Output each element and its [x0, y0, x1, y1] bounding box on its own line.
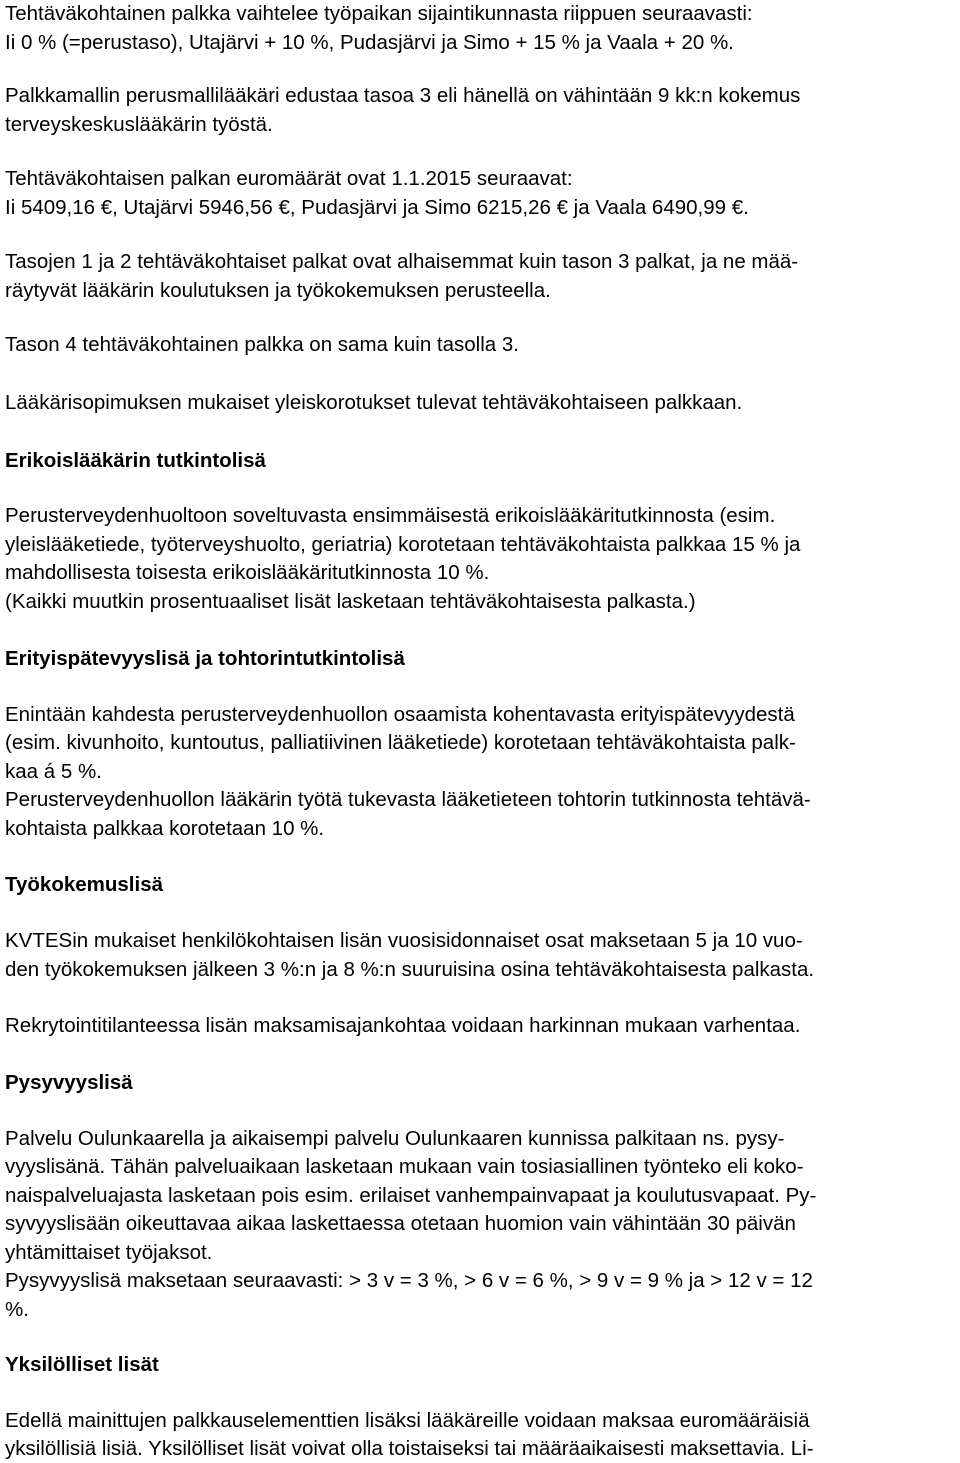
- section-heading: Yksilölliset lisät: [5, 1353, 159, 1376]
- text-line: mahdollisesta toisesta erikoislääkäritutkinnosta 10 %.: [5, 561, 490, 584]
- text-line: räytyvät lääkärin koulutuksen ja työkokemuksen perusteella.: [5, 279, 551, 302]
- text-line: vyyslisänä. Tähän palveluaikaan lasketaan mukaan vain tosiasiallinen työnteko eli koko-: [5, 1155, 804, 1178]
- text-line: KVTESin mukaiset henkilökohtaisen lisän vuosisidonnaiset osat maksetaan 5 ja 10 vuo-: [5, 929, 803, 952]
- text-line: yksilöllisiä lisiä. Yksilölliset lisät voivat olla toistaiseksi tai määräaikaisesti maksettavia. Li-: [5, 1437, 814, 1460]
- text-line: Pysyvyyslisä maksetaan seuraavasti: > 3 v = 3 %, > 6 v = 6 %, > 9 v = 9 % ja > 12 v = 12: [5, 1269, 813, 1292]
- text-line: Palkkamallin perusmallilääkäri edustaa tasoa 3 eli hänellä on vähintään 9 kk:n kokemus: [5, 84, 801, 107]
- text-line: Perusterveydenhuoltoon soveltuvasta ensimmäisestä erikoislääkäritutkinnosta (esim.: [5, 504, 776, 527]
- section-heading: Erityispätevyyslisä ja tohtorintutkintolisä: [5, 647, 405, 670]
- text-line: syvyyslisään oikeuttavaa aikaa laskettaessa otetaan huomion vain vähintään 30 päivän: [5, 1212, 796, 1235]
- section-heading: Työkokemuslisä: [5, 873, 163, 896]
- text-line: Tehtäväkohtainen palkka vaihtelee työpaikan sijaintikunnasta riippuen seuraavasti:: [5, 2, 753, 25]
- text-line: Palvelu Oulunkaarella ja aikaisempi palvelu Oulunkaaren kunnissa palkitaan ns. pysy-: [5, 1127, 785, 1150]
- text-line: Enintään kahdesta perusterveydenhuollon osaamista kohentavasta erityispätevyydestä: [5, 703, 795, 726]
- text-line: kaa á 5 %.: [5, 760, 102, 783]
- text-line: Edellä mainittujen palkkauselementtien lisäksi lääkäreille voidaan maksaa euromääräisiä: [5, 1409, 810, 1432]
- text-line: Tehtäväkohtaisen palkan euromäärät ovat 1.1.2015 seuraavat:: [5, 167, 573, 190]
- text-line: Rekrytointitilanteessa lisän maksamisajankohtaa voidaan harkinnan mukaan varhentaa.: [5, 1014, 801, 1037]
- text-line: Ii 0 % (=perustaso), Utajärvi + 10 %, Pudasjärvi ja Simo + 15 % ja Vaala + 20 %.: [5, 31, 734, 54]
- text-line: (esim. kivunhoito, kuntoutus, palliatiivinen lääketiede) korotetaan tehtäväkohtaista palk-: [5, 731, 796, 754]
- text-line: Tasojen 1 ja 2 tehtäväkohtaiset palkat ovat alhaisemmat kuin tason 3 palkat, ja ne mää-: [5, 250, 799, 273]
- text-line: Lääkärisopimuksen mukaiset yleiskorotukset tulevat tehtäväkohtaiseen palkkaan.: [5, 391, 743, 414]
- text-line: Ii 5409,16 €, Utajärvi 5946,56 €, Pudasjärvi ja Simo 6215,26 € ja Vaala 6490,99 €.: [5, 196, 749, 219]
- text-line: yleislääketiede, työterveyshuolto, geriatria) korotetaan tehtäväkohtaista palkkaa 15 % ja: [5, 533, 801, 556]
- text-line: yhtämittaiset työjaksot.: [5, 1241, 213, 1264]
- text-line: %.: [5, 1298, 29, 1321]
- text-line: terveyskeskuslääkärin työstä.: [5, 113, 273, 136]
- section-heading: Pysyvyyslisä: [5, 1071, 133, 1094]
- text-line: naispalveluajasta lasketaan pois esim. erilaiset vanhempainvapaat ja koulutusvapaat. Py-: [5, 1184, 817, 1207]
- text-line: (Kaikki muutkin prosentuaaliset lisät lasketaan tehtäväkohtaisesta palkasta.): [5, 590, 696, 613]
- section-heading: Erikoislääkärin tutkintolisä: [5, 449, 266, 472]
- text-line: kohtaista palkkaa korotetaan 10 %.: [5, 817, 325, 840]
- text-line: Perusterveydenhuollon lääkärin työtä tukevasta lääketieteen tohtorin tutkinnosta tehtävä-: [5, 788, 811, 811]
- text-line: Tason 4 tehtäväkohtainen palkka on sama kuin tasolla 3.: [5, 333, 519, 356]
- text-line: den työkokemuksen jälkeen 3 %:n ja 8 %:n suuruisina osina tehtäväkohtaisesta palkasta.: [5, 958, 815, 981]
